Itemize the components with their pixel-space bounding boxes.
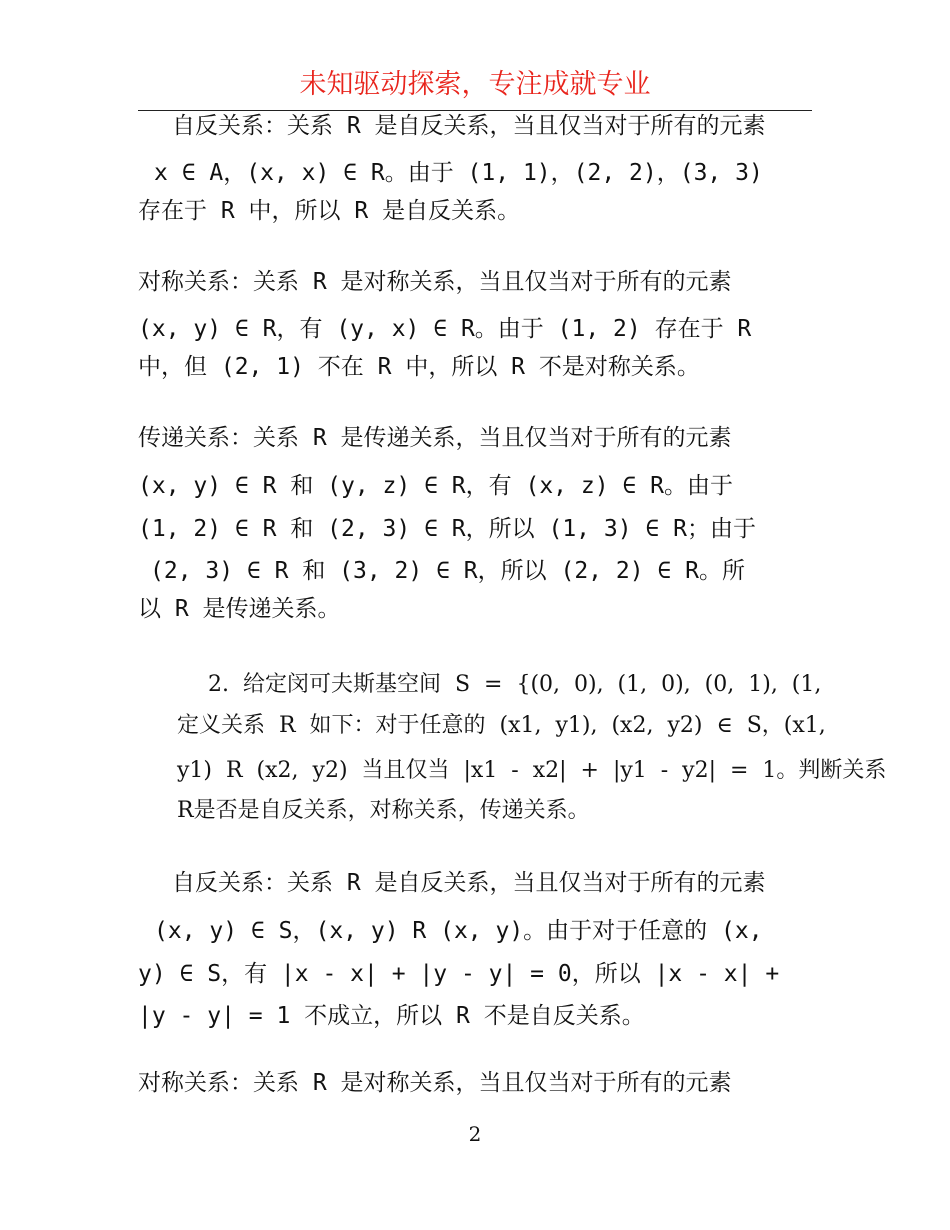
reflexive-text-line: 存在于 R 中，所以 R 是自反关系。: [138, 198, 521, 224]
reflexive-text-line: y) ∈ S，有 |x - x| + |y - y| = 0，所以 |x - x| +: [138, 961, 780, 987]
problem-statement-line: y1) R (x2, y2) 当且仅当 |x1 - x2| + |y1 - y2| = 1。判断关系: [177, 758, 887, 783]
symmetric-definition-line: 对称关系：关系 R 是对称关系，当且仅当对于所有的元素: [138, 1070, 732, 1096]
problem-statement-line: R是否是自反关系，对称关系，传递关系。: [177, 798, 590, 823]
symmetric-text-line: (x, y) ∈ R，有 (y, x) ∈ R。由于 (1, 2) 存在于 R: [138, 316, 752, 342]
symmetric-definition-line: 对称关系：关系 R 是对称关系，当且仅当对于所有的元素: [138, 269, 732, 295]
header-divider: [138, 110, 812, 111]
transitive-text-line: (2, 3) ∈ R 和 (3, 2) ∈ R，所以 (2, 2) ∈ R。所: [150, 558, 745, 584]
reflexive-text-line: x ∈ A，(x, x) ∈ R。由于 (1, 1)，(2, 2)，(3, 3): [154, 160, 763, 186]
problem-statement-line: 定义关系 R 如下：对于任意的 (x1, y1), (x2, y2) ∈ S，(x1,: [177, 713, 826, 738]
transitive-definition-line: 传递关系：关系 R 是传递关系，当且仅当对于所有的元素: [138, 425, 732, 451]
reflexive-definition-line: 自反关系：关系 R 是自反关系，当且仅当对于所有的元素: [172, 870, 766, 896]
reflexive-definition-line: 自反关系：关系 R 是自反关系，当且仅当对于所有的元素: [172, 113, 766, 139]
reflexive-text-line: (x, y) ∈ S，(x, y) R (x, y)。由于对于任意的 (x,: [154, 918, 763, 944]
problem-statement-line: 2. 给定闵可夫斯基空间 S = {(0, 0), (1, 0), (0, 1), (1,: [208, 672, 822, 697]
reflexive-text-line: |y - y| = 1 不成立，所以 R 不是自反关系。: [138, 1003, 645, 1029]
transitive-text-line: (x, y) ∈ R 和 (y, z) ∈ R，有 (x, z) ∈ R。由于: [138, 473, 733, 499]
transitive-text-line: 以 R 是传递关系。: [138, 596, 341, 622]
transitive-text-line: (1, 2) ∈ R 和 (2, 3) ∈ R，所以 (1, 3) ∈ R；由于: [138, 516, 756, 542]
page-number: 2: [468, 1122, 482, 1146]
symmetric-text-line: 中，但 (2, 1) 不在 R 中，所以 R 不是对称关系。: [138, 354, 700, 380]
page-header-title: 未知驱动探索，专注成就专业: [299, 69, 651, 100]
